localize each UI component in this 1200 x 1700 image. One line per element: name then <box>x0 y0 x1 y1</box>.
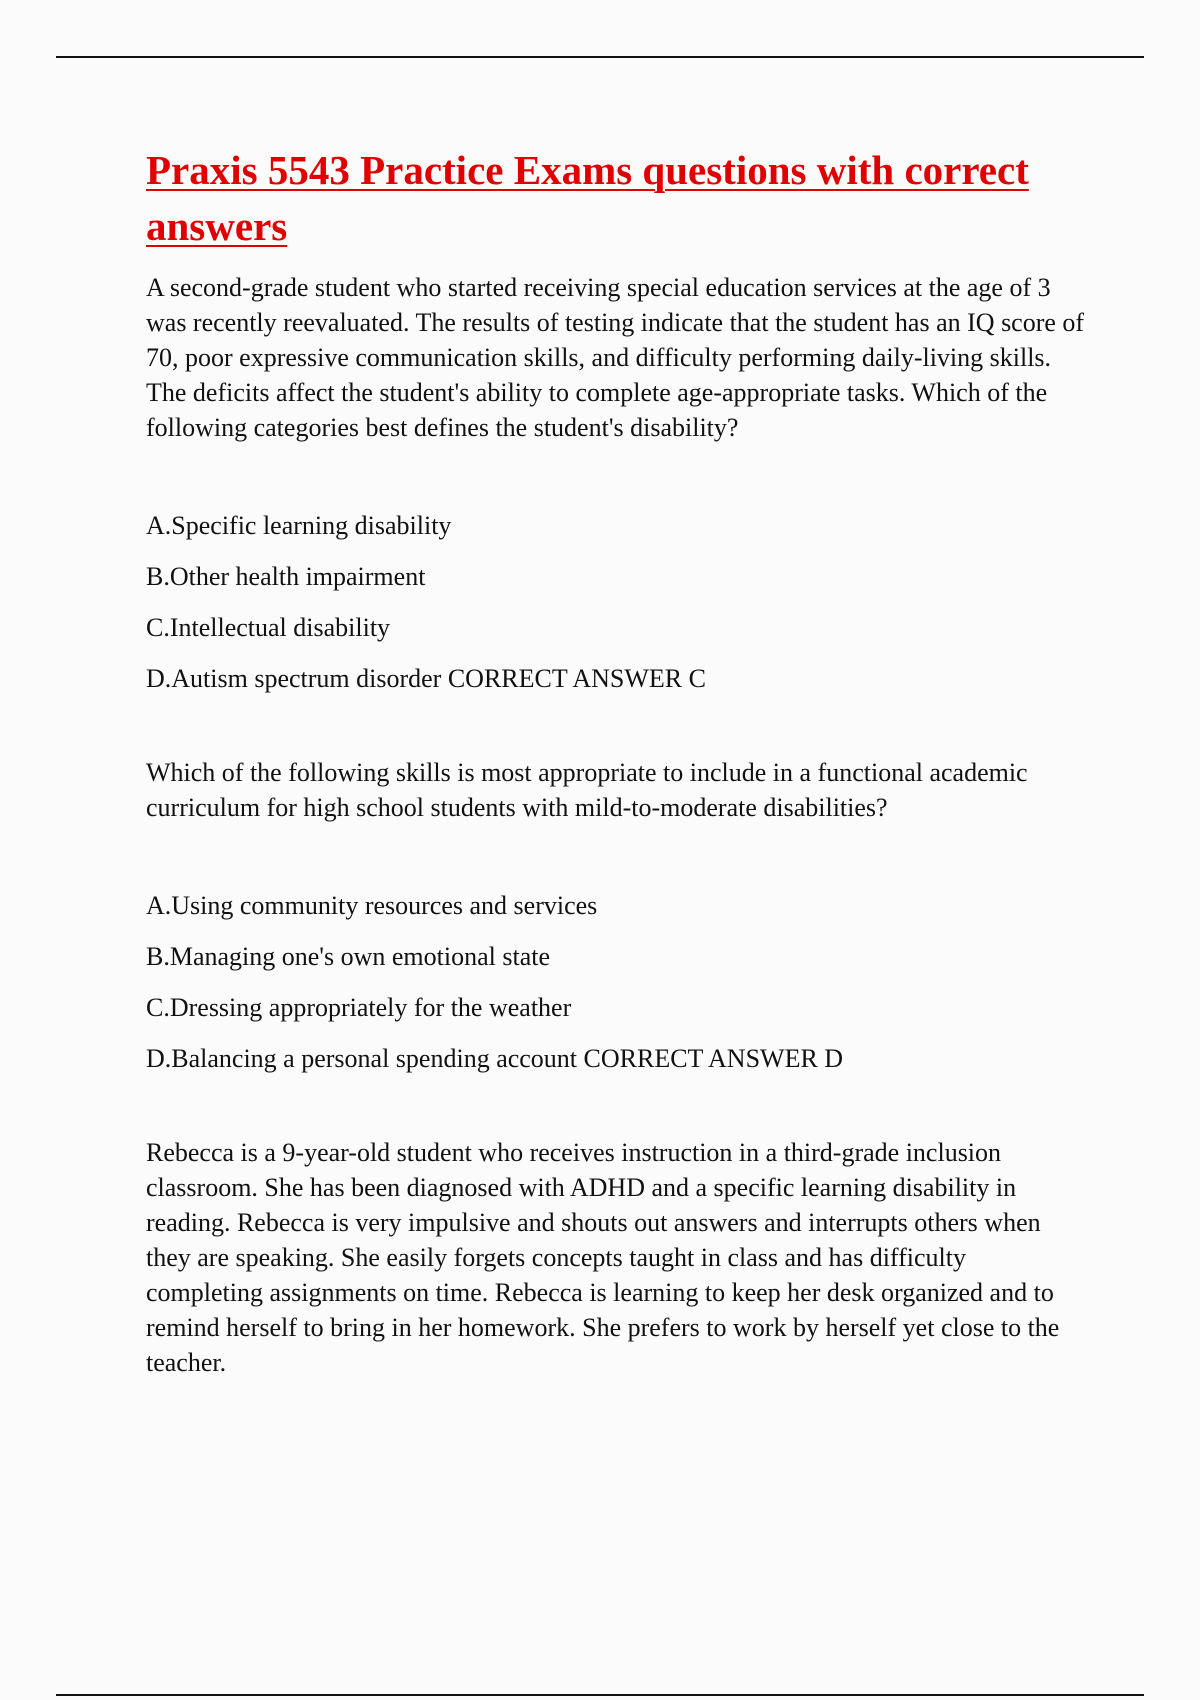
document-body <box>146 142 1086 1380</box>
document-title: Praxis 5543 Practice Exams questions with correct answers <box>146 147 1029 249</box>
footer-rule <box>56 1694 1144 1696</box>
question-2-option-d: D.Balancing a personal spending account CORRECT ANSWER D <box>146 1044 844 1073</box>
question-1-option-c: C.Intellectual disability <box>146 613 391 642</box>
question-2-text: Which of the following skills is most appropriate to include in a functional academic curriculum for high school students with mild-to-moderate disabilities? <box>146 758 1028 822</box>
header-rule <box>56 56 1144 58</box>
question-1-option-a: A.Specific learning disability <box>146 511 452 540</box>
question-2-options <box>146 888 1086 1076</box>
question-1-option-d: D.Autism spectrum disorder CORRECT ANSWER C <box>146 664 706 693</box>
question-1-option-b: B.Other health impairment <box>146 562 426 591</box>
question-2-option-a: A.Using community resources and services <box>146 891 598 920</box>
question-1-text: A second-grade student who started receiving special education services at the age of 3 was recently reevaluated. The results of testing indicate that the student has an IQ score of 70, poor expressive communication skills, and difficulty performing daily-living skills. The deficits affect the student's ability to complete age-appropriate tasks. Which of the following categories best defines the student's disability? <box>146 273 1085 442</box>
question-2-option-c: C.Dressing appropriately for the weather <box>146 993 572 1022</box>
question-1-options <box>146 508 1086 696</box>
question-2-option-b: B.Managing one's own emotional state <box>146 942 551 971</box>
question-3-text: Rebecca is a 9-year-old student who receives instruction in a third-grade inclusion classroom. She has been diagnosed with ADHD and a specific learning disability in reading. Rebecca is very impulsive and shouts out answers and interrupts others when they are speaking. She easily forgets concepts taught in class and has difficulty completing assignments on time. Rebecca is learning to keep her desk organized and to remind herself to bring in her homework. She prefers to work by herself yet close to the teacher. <box>146 1138 1060 1377</box>
